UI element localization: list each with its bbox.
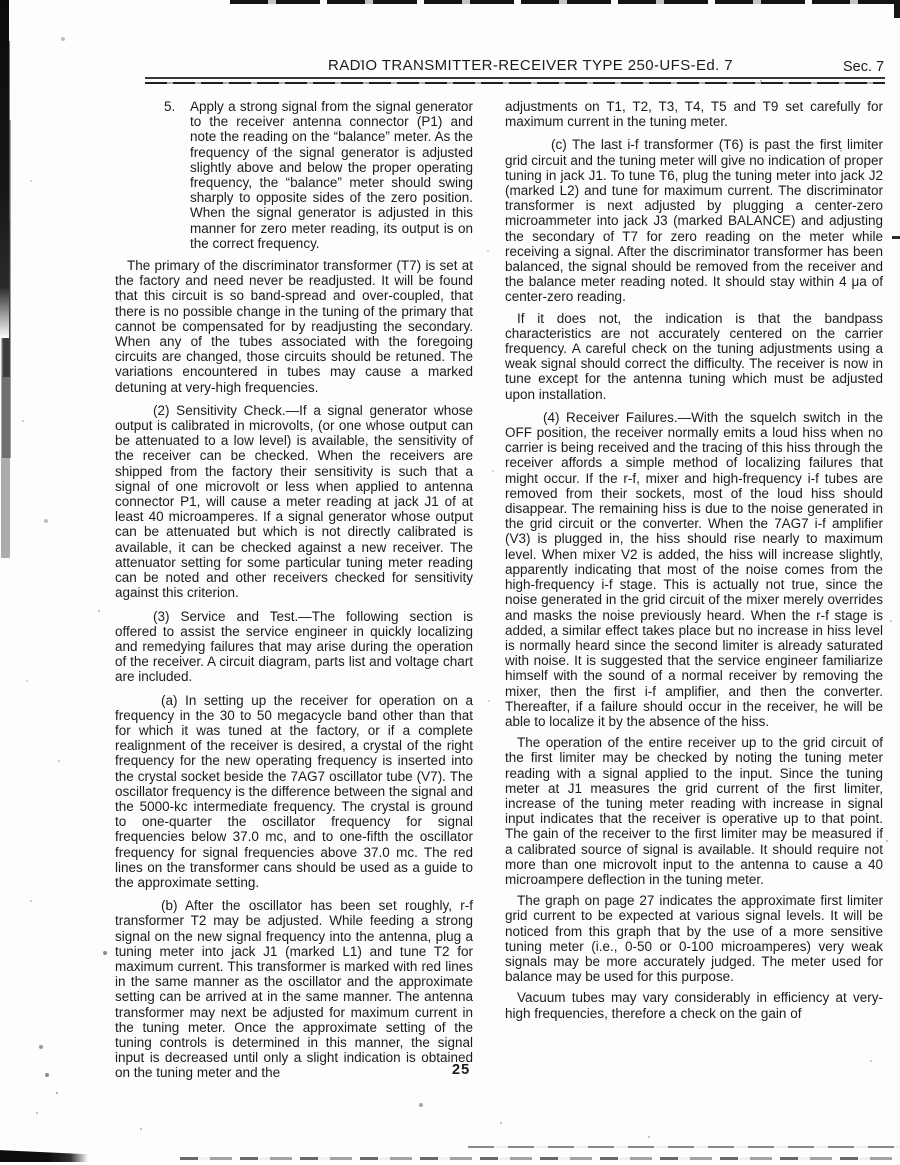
paragraph: The operation of the entire receiver up to the grid circuit of the first limiter may be checked by noting the tuning meter reading with a signal applied to the input. Since the tuning meter at J1 measures the grid current of the first limiter, increase of the tuning meter reading with increase in signal input indicates that the receiver is operative up to that point. The gain of the receiver to the first limiter may be measured if a calibrated source of signal is available. It should require not more than one microvolt input to the antenna to cause a 40 microampere deflection in the tuning meter. bbox=[505, 735, 883, 887]
left-column bbox=[115, 99, 473, 1087]
list-item-number: 5. bbox=[164, 99, 176, 114]
paragraph-c: (c) The last i-f transformer (T6) is past the first limiter grid circuit and the tuning meter will give no indication of proper tuning in jack J1. To tune T6, plug the tuning meter into jack J2 (marked L2) and tune for maximum current. The discriminator transformer is next adjusted by plugging a center-zero microammeter into jack J3 (marked BALANCE) and adjusting the secondary of T7 for zero reading on the meter while receiving a signal. After the discriminator transformer has been balanced, the signal should be removed from the receiver and the balance meter reading noted. It should stay within 4 μa of center-zero reading. bbox=[505, 137, 883, 305]
paragraph: Vacuum tubes may vary considerably in efficiency at very-high frequencies, therefore a check on the gain of bbox=[505, 990, 883, 1021]
list-item-text: Apply a strong signal from the signal generator to the receiver antenna connector (P1) and note the reading on the “balance” meter. As the frequency of the signal generator is adjusted slightly above and below the proper operating frequency, the “balance” meter should swing sharply to opposite sides of the zero position. When the signal generator is adjusted in this manner for zero meter reading, its output is on the correct frequency. bbox=[190, 99, 473, 251]
page-number: 25 bbox=[452, 1062, 471, 1078]
scan-edge-bar bbox=[0, 0, 9, 338]
paragraph: The graph on page 27 indicates the approximate first limiter grid current to be expected at various signal levels. It will be noticed from this graph that by the use of a more sensitive tuning meter (i.e., 0-50 or 0-100 microamperes) very weak signals may be more accurately judged. The meter used for balance may be used for this purpose. bbox=[505, 893, 883, 985]
paragraph-b: (b) After the oscillator has been set roughly, r-f transformer T2 may be adjusted. While feeding a strong signal on the new signal frequency into the antenna, plug a tuning meter into jack J1 (marked L1) and tune T2 for maximum current. This transformer is marked with red lines in the same manner as the oscillator and the approximate setting can be arrived at in the same manner. The antenna transformer may next be adjusted for maximum current in the tuning meter. Once the approximate setting of the tuning controls is determined in this manner, the signal input is decreased until only a slight indication is obtained on the tuning meter and the bbox=[115, 898, 473, 1081]
scan-bottom-dash-line bbox=[180, 1157, 900, 1160]
header-rule bbox=[145, 77, 885, 79]
header-rule-dashed bbox=[145, 82, 885, 84]
paragraph-sensitivity-check: (2) Sensitivity Check.—If a signal generator whose output is calibrated in microvolts, (or one whose output can be attenuated to a low level) is available, the sensitivity of the receiver can be checked. When the receivers are shipped from the factory their sensitivity is such that a signal of one microvolt or less when applied to antenna connector P1, will cause a meter reading at jack J1 of at least 40 microamperes. If a signal generator whose output can be attenuated but which is not directly calibrated is available, it can be checked against a new receiver. The attenuator setting for some particular tuning meter reading can be noted and other receivers checked for sensitivity against this criterion. bbox=[115, 402, 473, 601]
scan-speckles bbox=[0, 0, 2, 2]
scan-corner-mark bbox=[894, 0, 900, 18]
paragraph-continuation: adjustments on T1, T2, T3, T4, T5 and T9 set carefully for maximum current in the tuning meter. bbox=[505, 99, 883, 130]
scan-bottom-faint-line bbox=[468, 1146, 900, 1148]
scan-top-line bbox=[230, 0, 900, 4]
page-header-section: Sec. 7 bbox=[843, 59, 885, 75]
scan-bottom-left-mark bbox=[0, 1148, 88, 1162]
list-item-5 bbox=[115, 99, 473, 251]
paragraph: If it does not, the indication is that the bandpass characteristics are not accurately centered on the carrier frequency. A careful check on the tuning adjustments using a weak signal should correct the difficulty. The receiver is now in tune except for the antenna tuning which must be adjusted upon installation. bbox=[505, 310, 883, 402]
paragraph-service-and-test: (3) Service and Test.—The following section is offered to assist the service engineer in quickly localizing and remedying failures that may arise during the operation of the receiver. A circuit diagram, parts list and voltage chart are included. bbox=[115, 608, 473, 685]
paragraph-a: (a) In setting up the receiver for operation on a frequency in the 30 to 50 megacycle band other than that for which it was tuned at the factory, or if a complete realignment of the receiver is desired, a crystal of the right frequency for the new operating frequency is inserted into the crystal socket beside the 7AG7 oscillator tube (V7). The oscillator frequency is the difference between the signal and the 5000-kc intermediate frequency. The crystal is ground to one-quarter the oscillator frequency for signal frequencies below 37.0 mc, and to one-fifth the oscillator frequency for signal frequencies above 37.0 mc. The red lines on the transformer cans should be used as a guide to the approximate setting. bbox=[115, 692, 473, 890]
right-column bbox=[505, 99, 883, 1027]
paragraph: The primary of the discriminator transformer (T7) is set at the factory and need never be readjusted. It will be found that this circuit is so band-spread and over-coupled, that there is no possible change in the tuning of the primary that cannot be compensated for by readjusting the secondary. When any of the tubes associated with the foregoing circuits are changed, those circuits should be retuned. The variations encountered in tubes may cause a marked detuning at very-high frequencies. bbox=[115, 258, 473, 395]
scan-right-mark bbox=[892, 236, 900, 239]
page-header-title: RADIO TRANSMITTER-RECEIVER TYPE 250-UFS-Ed. 7 bbox=[328, 57, 734, 74]
paragraph-receiver-failures: (4) Receiver Failures.—With the squelch switch in the OFF position, the receiver normally emits a loud hiss when no carrier is being received and the tracing of this hiss through the receiver affords a simple method of localizing failures that might occur. If the r-f, mixer and high-frequency i-f tubes are removed from their sockets, most of the loud hiss should disappear. The remaining hiss is due to the noise generated in the grid circuit or the converter. When the 7AG7 i-f amplifier (V3) is plugged in, the hiss should rise nearly to maximum level. When mixer V2 is added, the hiss will increase slightly, apparently indicating that most of the noise comes from the high-frequency i-f stage. This is actually not true, since the noise generated in the grid circuit of the mixer merely overrides and masks the noise previously heard. When the r-f stage is added, a similar effect takes place but no increase in hiss level is normally heard since the second limiter is already saturated with noise. It is suggested that the service engineer familiarize himself with the sound of a normal receiver by removing the mixer, then the first i-f amplifier, and then the converter. Thereafter, if a failure should occur in the receiver, he will be able to localize it by the absence of the hiss. bbox=[505, 409, 883, 729]
